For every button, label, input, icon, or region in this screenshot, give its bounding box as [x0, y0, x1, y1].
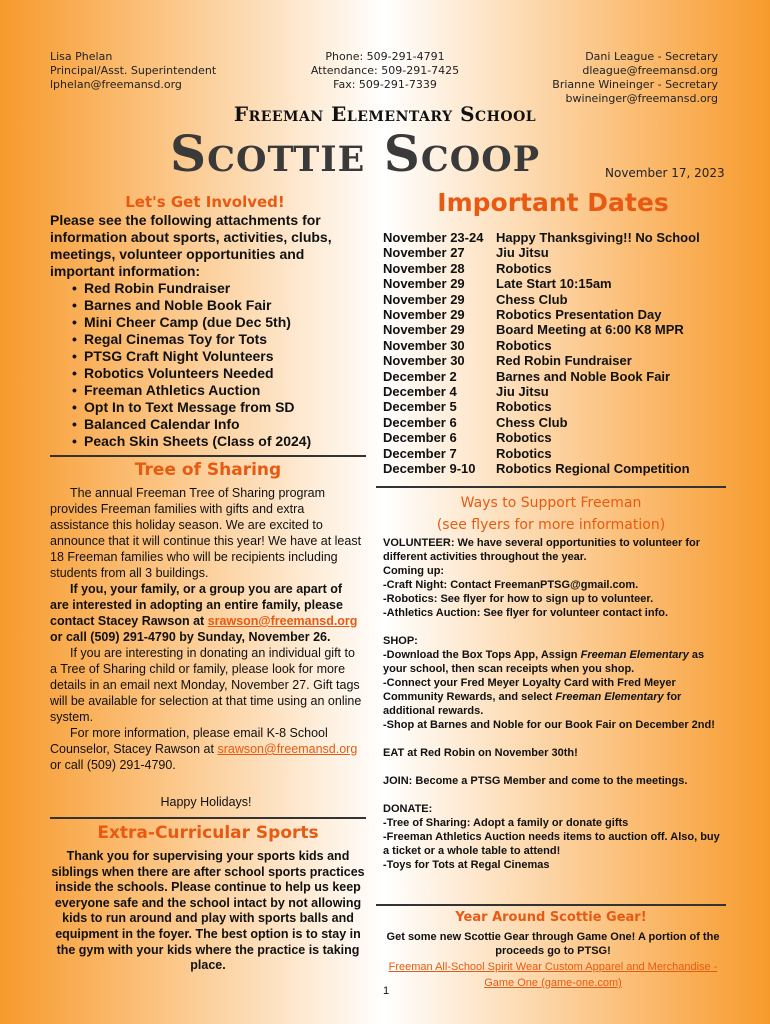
date-cell: December 4: [383, 384, 457, 400]
date-cell: December 2: [383, 368, 457, 384]
shop-item: [383, 676, 721, 718]
event-cell: Barnes and Noble Book Fair: [496, 368, 671, 384]
volunteer-item: -Athletics Auction: See flyer for volunteer contact info.: [383, 607, 669, 619]
attendance-line: Attendance: 509-291-7425: [310, 64, 460, 77]
sports-text: Thank you for supervising your sports kids and siblings when there are after school sports practices inside the schools. Please continue to help us keep everyone safe and the school intact by not allowing kids to run around and play with sports balls and equipment in the foyer. The best option is to stay in the gym with your kids where the practice is taking place.: [51, 849, 365, 973]
event-cell: Board Meeting at 6:00 K8 MPR: [496, 322, 684, 338]
tree-heading: Tree of Sharing: [134, 460, 282, 480]
attachment-list: [50, 280, 360, 450]
secretary-2-name: Brianne Wineinger - Secretary: [552, 78, 718, 91]
ways-title: Ways to Support Freeman: [460, 495, 642, 511]
tree-paragraph-3: If you are interesting in donating an individual gift to a Tree of Sharing child or family, please look for more details in an email next Monday, November 27. Gift tags will be available for selection at that time using an online system.: [50, 646, 362, 724]
table-row: [383, 446, 700, 461]
shop-text: -Connect your Fred Meyer Loyalty Card with Fred Meyer Community Rewards, and select: [383, 677, 676, 703]
date-cell: November 30: [383, 337, 465, 353]
event-cell: Robotics: [496, 399, 552, 415]
event-cell: Happy Thanksgiving!! No School: [496, 230, 700, 245]
event-cell: Chess Club: [496, 414, 568, 430]
sports-heading: Extra-Curricular Sports: [97, 823, 319, 843]
date-cell: November 29: [383, 291, 465, 307]
dates-table-wrap: [383, 230, 700, 477]
date-cell: December 9-10: [383, 461, 476, 477]
list-item: • Barnes and Noble Book Fair: [84, 297, 360, 314]
shop-item: [383, 648, 721, 676]
secretary-2-email[interactable]: bwineinger@freemansd.org: [565, 92, 718, 105]
event-cell: Robotics: [496, 260, 552, 276]
volunteer-text: VOLUNTEER: We have several opportunities to volunteer for different activities throughout the year.: [383, 537, 701, 563]
event-cell: Robotics Presentation Day: [496, 307, 662, 323]
shop-text-end: as your school, then scan receipts when you shop.: [383, 649, 705, 675]
divider: [50, 817, 366, 819]
list-item: • Regal Cinemas Toy for Tots: [84, 331, 360, 348]
shop-item: -Shop at Barnes and Noble for our Book Fair on December 2nd!: [383, 719, 715, 731]
tree-section: [50, 485, 362, 773]
tree-p2-text-end: or call (509) 291-4790 by Sunday, November 26.: [50, 630, 331, 644]
list-item: • Balanced Calendar Info: [84, 416, 360, 433]
table-row: [383, 276, 700, 291]
tree-p2-text: If you, your family, or a group you are apart of are interested in adopting an entire family, please contact Stacey Rawson at: [50, 582, 343, 628]
shop-text: -Download the Box Tops App, Assign: [383, 649, 581, 661]
event-cell: Robotics: [496, 445, 552, 461]
table-row: [383, 292, 700, 307]
fax-line: Fax: 509-291-7339: [333, 78, 437, 91]
date-cell: December 6: [383, 430, 457, 446]
shop-text-end: for additional rewards.: [383, 691, 682, 717]
table-row: [383, 245, 700, 260]
shop-emphasis: Freeman Elementary: [580, 649, 689, 661]
issue-date: November 17, 2023: [605, 166, 725, 180]
date-cell: November 29: [383, 307, 465, 323]
tree-p4-text: For more information, please email K-8 School Counselor, Stacey Rawson at: [50, 726, 328, 756]
event-cell: Robotics: [496, 337, 552, 353]
school-name: Freeman Elementary School: [233, 102, 537, 126]
list-item: • Mini Cheer Camp (due Dec 5th): [84, 314, 360, 331]
date-cell: November 30: [383, 353, 465, 369]
event-cell: Robotics Regional Competition: [496, 461, 690, 477]
gear-text: Get some new Scottie Gear through Game One! A portion of the proceeds go to PTSG!: [386, 931, 720, 957]
date-cell: December 7: [383, 445, 457, 461]
ways-subtitle: (see flyers for more information): [436, 517, 666, 533]
list-item: • Robotics Volunteers Needed: [84, 365, 360, 382]
donate-item: -Toys for Tots at Regal Cinemas: [383, 859, 550, 871]
date-cell: November 28: [383, 260, 465, 276]
table-row: [383, 369, 700, 384]
holiday-closing: Happy Holidays!: [160, 795, 252, 809]
list-item: • Red Robin Fundraiser: [84, 280, 360, 297]
date-cell: November 29: [383, 322, 465, 338]
date-cell: November 27: [383, 245, 465, 261]
table-row: [383, 230, 700, 245]
list-item: • Freeman Athletics Auction: [84, 382, 360, 399]
secretary-1-name: Dani League - Secretary: [585, 50, 718, 63]
donate-item: -Freeman Athletics Auction needs items to auction off. Also, buy a ticket or a whole table to attend!: [383, 831, 720, 857]
volunteer-item: -Craft Night: Contact FreemanPTSG@gmail.com.: [383, 579, 639, 591]
date-cell: November 23-24: [383, 230, 484, 245]
coming-up: Coming up:: [383, 565, 445, 577]
shop-emphasis: Freeman Elementary: [555, 691, 664, 703]
principal-email[interactable]: lphelan@freemansd.org: [50, 78, 182, 91]
event-cell: Jiu Jitsu: [496, 384, 549, 400]
date-cell: December 6: [383, 414, 457, 430]
shop-heading: SHOP:: [383, 635, 418, 647]
dates-table: [383, 230, 700, 477]
involved-section: [50, 212, 360, 450]
involved-intro: Please see the following attachments for information about sports, activities, clubs, meetings, volunteer opportunities and important information:: [50, 212, 332, 279]
secretary-contacts: [552, 50, 718, 106]
list-item: • Peach Skin Sheets (Class of 2024): [84, 433, 360, 450]
principal-name: Lisa Phelan: [50, 50, 113, 63]
gear-link[interactable]: Freeman All-School Spirit Wear Custom Apparel and Merchandise - Game One (game-one.com): [388, 961, 718, 989]
principal-contact: [50, 50, 216, 92]
email-link[interactable]: srawson@freemansd.org: [207, 614, 358, 628]
donate-item: -Tree of Sharing: Adopt a family or donate gifts: [383, 817, 629, 829]
table-row: [383, 261, 700, 276]
date-cell: November 29: [383, 276, 465, 292]
divider: [376, 486, 726, 488]
table-row: [383, 430, 700, 445]
newsletter-title: Scottie Scoop: [170, 124, 541, 183]
list-item: • PTSG Craft Night Volunteers: [84, 348, 360, 365]
event-cell: Jiu Jitsu: [496, 245, 549, 261]
table-row: [383, 322, 700, 337]
event-cell: Robotics: [496, 430, 552, 446]
event-cell: Red Robin Fundraiser: [496, 353, 632, 369]
table-row: [383, 384, 700, 399]
ways-heading: [376, 492, 726, 536]
eat-text: EAT at Red Robin on November 30th!: [383, 747, 578, 759]
table-row: [383, 399, 700, 414]
donate-heading: DONATE:: [383, 803, 433, 815]
tree-paragraph-2: [50, 581, 362, 645]
volunteer-item: -Robotics: See flyer for how to sign up to volunteer.: [383, 593, 654, 605]
gear-heading: Year Around Scottie Gear!: [455, 910, 647, 925]
table-row: [383, 461, 700, 476]
event-cell: Chess Club: [496, 291, 568, 307]
list-item: • Opt In to Text Message from SD: [84, 399, 360, 416]
page-number: 1: [383, 985, 390, 997]
divider: [50, 455, 366, 457]
table-row: [383, 415, 700, 430]
involved-heading: Let's Get Involved!: [125, 193, 285, 211]
tree-paragraph-1: The annual Freeman Tree of Sharing program provides Freeman families with gifts and extra assistance this holiday season. We are excited to announce that it will continue this year! We have at least 18 Freeman families who will be recipients including students from all 3 buildings.: [50, 486, 362, 580]
table-row: [383, 307, 700, 322]
table-row: [383, 353, 700, 368]
date-cell: December 5: [383, 399, 457, 415]
join-text: JOIN: Become a PTSG Member and come to the meetings.: [383, 775, 688, 787]
school-phones: [300, 50, 470, 92]
table-row: [383, 338, 700, 353]
phone-line: Phone: 509-291-4791: [325, 50, 445, 63]
email-link[interactable]: srawson@freemansd.org: [217, 742, 358, 756]
tree-p4-text-end: or call (509) 291-4790.: [50, 758, 176, 772]
divider: [376, 904, 726, 906]
principal-role: Principal/Asst. Superintendent: [50, 64, 217, 77]
event-cell: Late Start 10:15am: [496, 276, 612, 292]
tree-paragraph-4: [50, 725, 362, 773]
ways-section: [383, 536, 721, 872]
dates-heading: Important Dates: [437, 188, 669, 217]
secretary-1-email[interactable]: dleague@freemansd.org: [582, 64, 718, 77]
